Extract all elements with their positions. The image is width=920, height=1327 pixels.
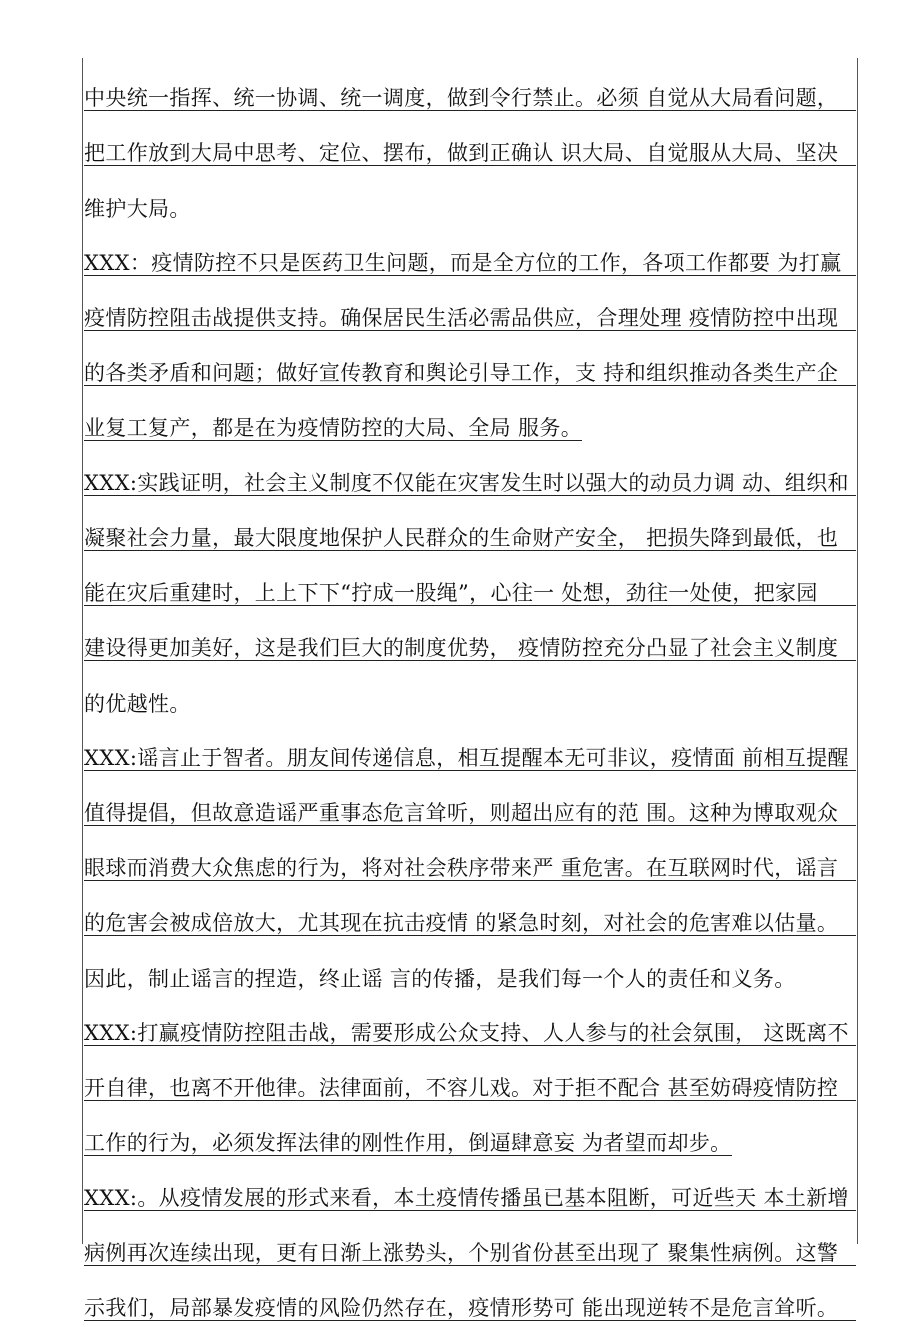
line-text: 业复工复产，都是在为疫情防控的大局、全局 服务。 (84, 416, 583, 440)
page-border-right (857, 58, 858, 1244)
page-border-left (82, 58, 83, 1244)
text-line (84, 1217, 856, 1272)
line-text: 示我们，局部暴发疫情的风险仍然存在，疫情形势可 能出现逆转不是危言耸听。 (84, 1296, 856, 1321)
document-body (84, 62, 856, 1327)
line-text: 疫情防控阻击战提供支持。确保居民生活必需品供应，合理处理 疫情防控中出现 (84, 306, 856, 331)
text-line (84, 997, 856, 1052)
line-text: 因此，制止谣言的捏造，终止谣 言的传播，是我们每一个人的责任和义务。 (84, 967, 796, 991)
line-text: 能在灾后重建时，上上下下“拧成一股绳”，心往一 处想，劲往一处使，把家园 (84, 581, 856, 606)
line-text: 建设得更加美好，这是我们巨大的制度优势， 疫情防控充分凸显了社会主义制度 (84, 636, 856, 661)
text-line (84, 1052, 856, 1107)
line-text: 的各类矛盾和问题；做好宣传教育和舆论引导工作，支 持和组织推动各类生产企 (84, 361, 856, 386)
text-line (84, 887, 856, 942)
line-text: 中央统一指挥、统一协调、统一调度，做到令行禁止。必须 自觉从大局看问题， (84, 86, 856, 111)
text-line (84, 1162, 856, 1217)
line-text: 开自律，也离不开他律。法律面前，不容儿戏。对于拒不配合 甚至妨碍疫情防控 (84, 1076, 856, 1101)
line-text: 工作的行为，必须发挥法律的刚性作用，倒逼肆意妄 为者望而却步。 (84, 1131, 732, 1155)
text-line (84, 667, 856, 722)
line-text: 的危害会被成倍放大，尤其现在抗击疫情 的紧急时刻，对社会的危害难以估量。 (84, 911, 856, 936)
line-text: 维护大局。 (84, 197, 191, 221)
line-text: 眼球而消费大众焦虑的行为，将对社会秩序带来严 重危害。在互联网时代，谣言 (84, 856, 856, 881)
text-line (84, 1272, 856, 1327)
text-line (84, 337, 856, 392)
line-text: 病例再次连续出现，更有日渐上涨势头，个别省份甚至出现了 聚集性病例。这警 (84, 1241, 856, 1266)
line-text: 把工作放到大局中思考、定位、摆布，做到正确认 识大局、自觉服从大局、坚决 (84, 141, 856, 166)
line-text: XXX:谣言止于智者。朋友间传递信息，相互提醒本无可非议，疫情面 前相互提醒 (84, 746, 856, 771)
text-line (84, 832, 856, 887)
text-line (84, 62, 856, 117)
text-line (84, 282, 856, 337)
text-line (84, 172, 856, 227)
text-line (84, 777, 856, 832)
line-text: XXX:实践证明，社会主义制度不仅能在灾害发生时以强大的动员力调 动、组织和 (84, 471, 856, 496)
text-line (84, 722, 856, 777)
text-line (84, 227, 856, 282)
line-text: XXX:。从疫情发展的形式来看，本土疫情传播虽已基本阻断，可近些天 本土新增 (84, 1186, 856, 1211)
text-line (84, 1107, 856, 1162)
text-line (84, 392, 856, 447)
text-line (84, 612, 856, 667)
line-text: 值得提倡，但故意造谣严重事态危言耸听，则超出应有的范 围。这种为博取观众 (84, 801, 856, 826)
line-text: 的优越性。 (84, 692, 191, 716)
line-text: 凝聚社会力量，最大限度地保护人民群众的生命财产安全， 把损失降到最低，也 (84, 526, 856, 551)
line-text: XXX：疫情防控不只是医药卫生问题，而是全方位的工作，各项工作都要 为打赢 (84, 251, 856, 276)
text-line (84, 557, 856, 612)
line-text: XXX:打赢疫情防控阻击战，需要形成公众支持、人人参与的社会氛围， 这既离不 (84, 1021, 856, 1046)
text-line (84, 447, 856, 502)
text-line (84, 117, 856, 172)
text-line (84, 502, 856, 557)
text-line (84, 942, 856, 997)
